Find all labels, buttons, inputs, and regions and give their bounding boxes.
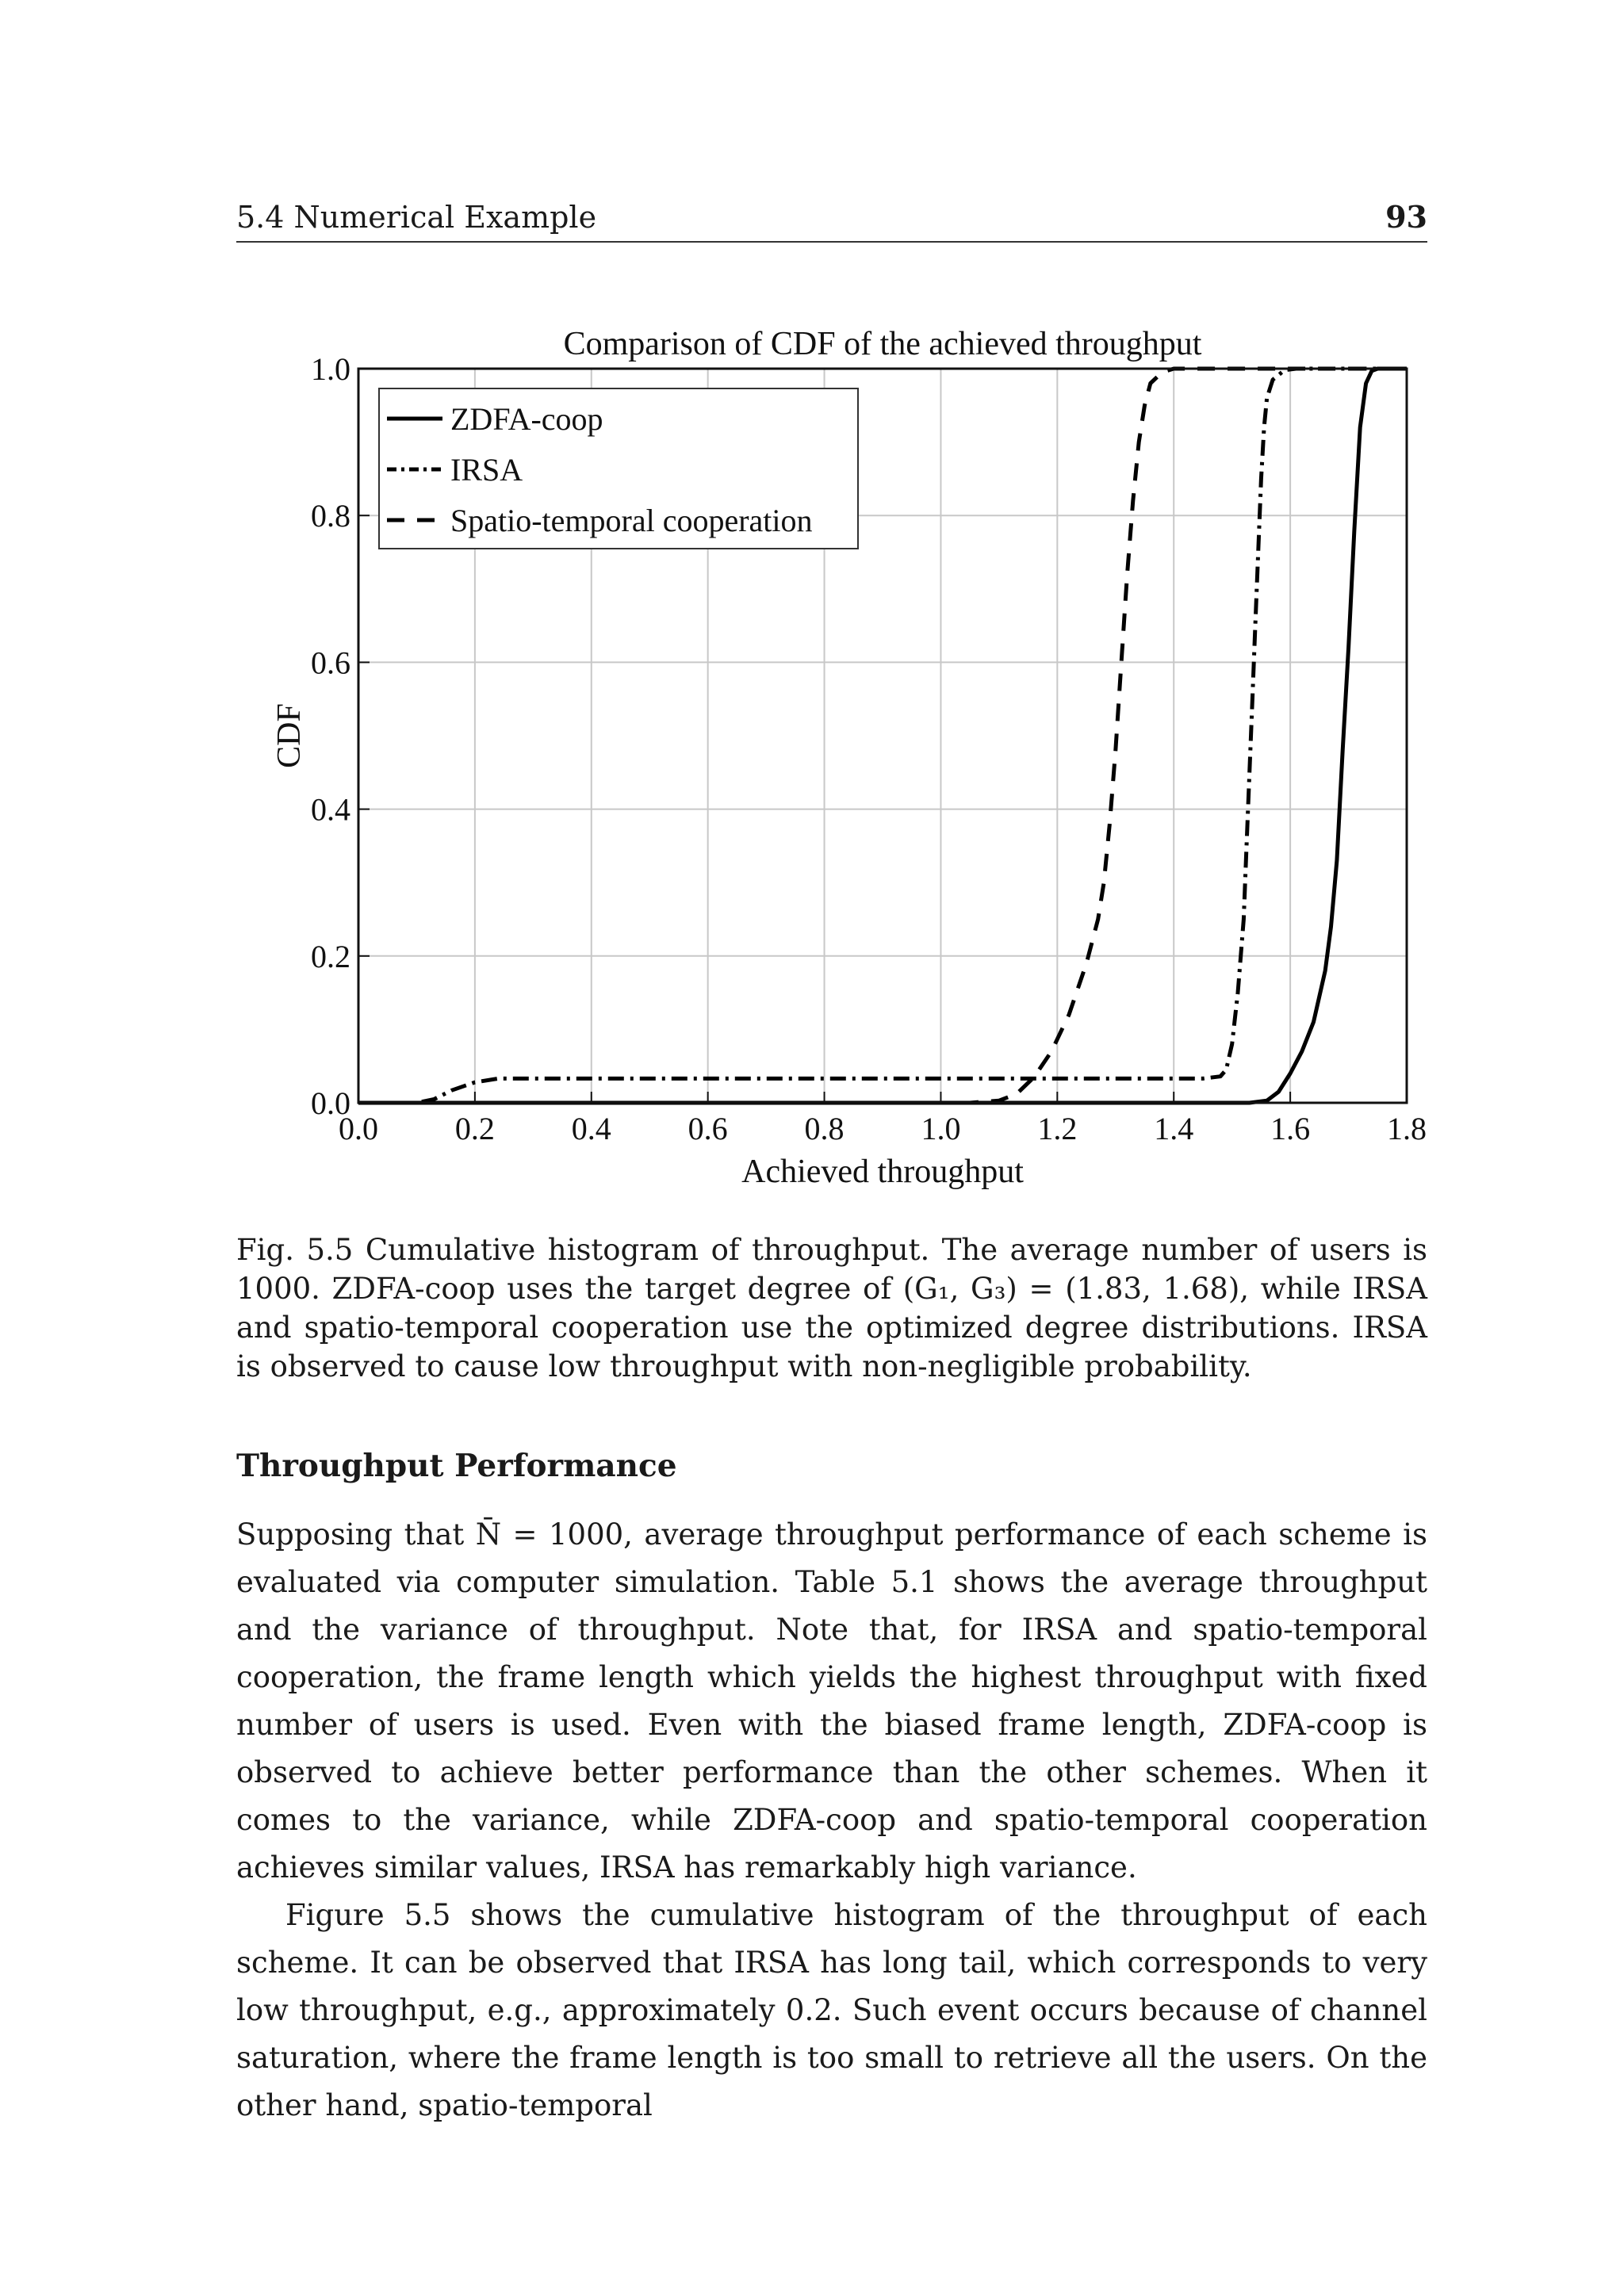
chart-title: Comparison of CDF of the achieved throughput [563, 326, 1202, 362]
x-tick-label: 1.2 [1037, 1111, 1078, 1146]
y-tick-label: 0.8 [311, 498, 350, 534]
x-axis-label: Achieved throughput [741, 1154, 1024, 1190]
x-tick-label: 0.4 [571, 1111, 611, 1146]
x-tick-label: 0.2 [454, 1111, 495, 1146]
y-axis-label: CDF [271, 703, 308, 768]
section-heading: Throughput Performance [236, 1448, 677, 1484]
caption-text: Cumulative histogram of throughput. The average number of users is 1000. ZDFA-coop uses the target degree of (G₁, G₃) = (1.83, 1.68), while IRSA and spatio-temporal cooperation use the optimized degree distributions. IRSA is observed to cause low throughput with non-negligible probability. [236, 1233, 1428, 1383]
legend-label: ZDFA-coop [450, 401, 603, 437]
x-tick-label: 0.6 [688, 1111, 728, 1146]
x-tick-label: 0.8 [804, 1111, 845, 1146]
x-tick-label: 1.0 [921, 1111, 961, 1146]
y-tick-label: 0.4 [311, 791, 350, 828]
x-tick-label: 1.4 [1154, 1111, 1194, 1146]
paragraph-2: Figure 5.5 shows the cumulative histogram of the throughput of each scheme. It can be observed that IRSA has long tail, which corresponds to very low throughput, e.g., approximately 0.2. Such event occurs because of channel saturation, where the frame length is too small to retrieve all the users. On the other hand, spatio-temporal [236, 1898, 1427, 2122]
y-tick-label: 1.0 [311, 351, 350, 387]
y-tick-label: 0.0 [311, 1085, 350, 1121]
figure-caption [236, 1230, 1427, 1386]
x-tick-label: 1.8 [1387, 1111, 1427, 1146]
body-text [236, 1511, 1427, 2130]
chart-legend [379, 388, 858, 549]
y-tick-label: 0.2 [311, 938, 350, 974]
legend-label: IRSA [450, 452, 523, 488]
x-tick-label: 0.0 [339, 1111, 378, 1146]
paragraph-1: Supposing that N̄ = 1000, average throughput performance of each scheme is evaluated via computer simulation. Table 5.1 shows the average throughput and the variance of throughput. Note that, for IRSA and spatio-temporal cooperation, the frame length which yields the highest throughput with fixed number of users is used. Even with the biased frame length, ZDFA-coop is observed to achieve better performance than the other schemes. When it comes to the variance, while ZDFA-coop and spatio-temporal cooperation achieves similar values, IRSA has remarkably high variance. [236, 1517, 1427, 1885]
x-tick-label: 1.6 [1270, 1111, 1311, 1146]
page-number: 93 [1385, 199, 1427, 235]
legend-label: Spatio-temporal cooperation [450, 503, 813, 538]
y-tick-label: 0.6 [311, 645, 350, 681]
caption-label: Fig. 5.5 [236, 1233, 354, 1267]
running-head-section: 5.4 Numerical Example [236, 200, 597, 235]
